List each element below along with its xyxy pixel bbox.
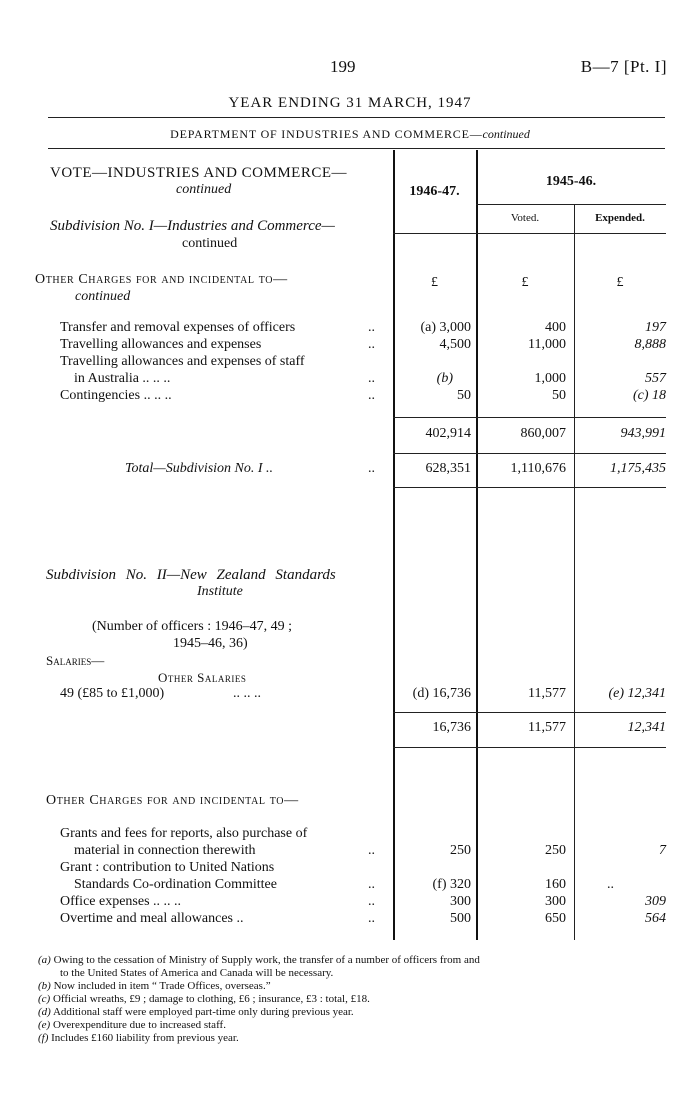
column-1946-47: 1946-47. xyxy=(409,184,460,199)
subdivision-1-title: Subdivision No. I—Industries and Commerce— xyxy=(50,218,335,234)
document-reference: B—7 [Pt. I] xyxy=(580,57,667,76)
footnote: (f) Includes £160 liability from previous year. xyxy=(38,1032,239,1044)
total-rule-bottom xyxy=(393,487,666,488)
other-charges-continued: continued xyxy=(75,289,131,304)
column-divider-2 xyxy=(476,150,478,940)
currency-expended: £ xyxy=(616,275,624,290)
total-rule xyxy=(393,453,666,454)
salary-total-expended: 12,341 xyxy=(627,720,666,735)
subdivision-2-title-2: Institute xyxy=(197,584,243,599)
department-title: DEPARTMENT OF INDUSTRIES AND COMMERCE—continued xyxy=(170,127,530,141)
other-charges-heading-2: Other Charges for and incidental to— xyxy=(46,793,299,808)
footnote: (e) Overexpenditure due to increased staff. xyxy=(38,1019,226,1031)
currency-1946: £ xyxy=(431,275,438,290)
salary-total-rule xyxy=(393,747,666,748)
total-1946: 628,351 xyxy=(425,461,471,476)
column-header-rule xyxy=(393,233,666,234)
column-1945-46: 1945-46. xyxy=(545,174,597,189)
header-rule-2 xyxy=(48,148,665,149)
footnote: (c) Official wreaths, £9 ; damage to clothing, £6 ; insurance, £3 : total, £18. xyxy=(38,993,370,1005)
total-label: Total—Subdivision No. I .. xyxy=(125,461,274,476)
footnote: (a) Owing to the cessation of Ministry of Supply work, the transfer of a number of officers from and xyxy=(38,954,480,966)
footnote: (d) Additional staff were employed part-time only during previous year. xyxy=(38,1006,354,1018)
footnote: to the United States of America and Canada will be necessary. xyxy=(60,967,334,979)
salary-total-voted: 11,577 xyxy=(528,720,566,735)
footnote: (b) Now included in item “ Trade Offices, overseas.” xyxy=(38,980,271,992)
subtotal-expended: 943,991 xyxy=(620,426,666,441)
total-dots: .. xyxy=(368,461,375,476)
total-expended: 1,175,435 xyxy=(610,461,666,476)
salaries-heading: Salaries— xyxy=(46,653,105,668)
officers-count-2: 1945–46, 36) xyxy=(173,636,248,651)
page-number: 199 xyxy=(330,57,356,76)
subtotal-1946: 402,914 xyxy=(425,426,471,441)
column-divider-3 xyxy=(574,205,575,940)
year-title: YEAR ENDING 31 MARCH, 1947 xyxy=(228,95,472,111)
salary-rule xyxy=(393,712,666,713)
subtotal-voted: 860,007 xyxy=(520,426,566,441)
subheader-rule xyxy=(476,204,666,205)
salary-total-1946: 16,736 xyxy=(432,720,471,735)
header-rule xyxy=(48,117,665,118)
subdivision-2-title: Subdivision No. II—New Zealand Standards xyxy=(46,567,336,583)
total-voted: 1,110,676 xyxy=(510,461,566,476)
subtotal-rule xyxy=(393,417,666,418)
column-expended: Expended. xyxy=(595,212,645,224)
column-divider-1 xyxy=(393,150,395,940)
subdivision-1-continued: continued xyxy=(182,236,238,251)
vote-title: VOTE—INDUSTRIES AND COMMERCE— xyxy=(50,165,348,181)
currency-voted: £ xyxy=(521,275,529,290)
other-salaries-heading: Other Salaries xyxy=(158,670,247,685)
column-voted: Voted. xyxy=(510,212,540,224)
vote-continued: continued xyxy=(176,182,232,197)
other-charges-heading: Other Charges for and incidental to— xyxy=(35,272,288,287)
officers-count: (Number of officers : 1946–47, 49 ; xyxy=(92,619,292,634)
